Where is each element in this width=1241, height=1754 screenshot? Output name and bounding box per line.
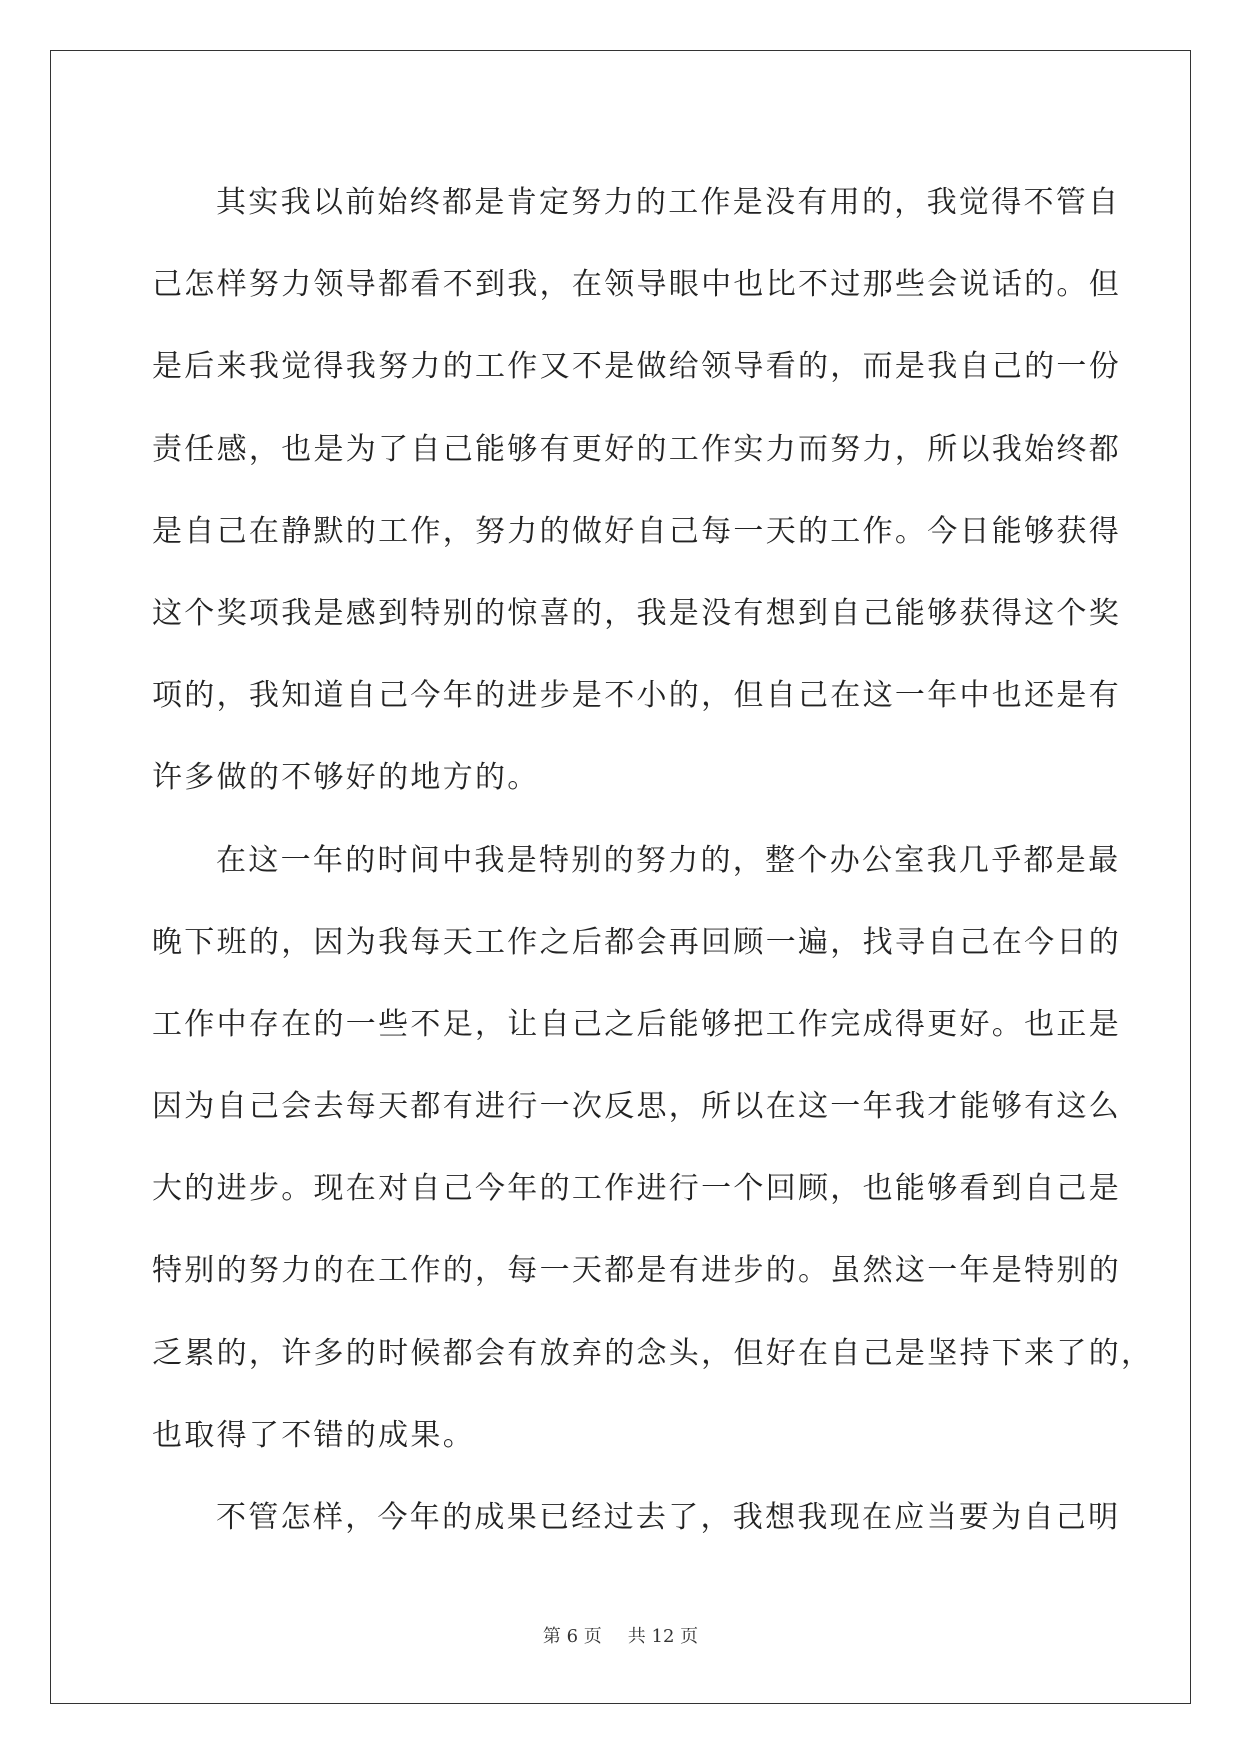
paragraph-line: 是自己在静默的工作，努力的做好自己每一天的工作。今日能够获得: [152, 513, 1121, 549]
document-body: [152, 162, 1154, 1559]
page-number: 第 6 页: [542, 1626, 602, 1647]
paragraph-line: 己怎样努力领导都看不到我，在领导眼中也比不过那些会说话的。但: [152, 267, 1121, 303]
paragraph-line: 特别的努力的在工作的，每一天都是有进步的。虽然这一年是特别的: [152, 1253, 1121, 1289]
paragraph-line: 其实我以前始终都是肯定努力的工作是没有用的，我觉得不管自: [216, 185, 1121, 220]
paragraph-line: 是后来我觉得我努力的工作又不是做给领导看的，而是我自己的一份: [152, 349, 1121, 385]
paragraph-line: 许多做的不够好的地方的。: [152, 760, 540, 796]
page-footer: [0, 1622, 1241, 1648]
paragraph-2: [152, 820, 1154, 1478]
paragraph-line: 晚下班的，因为我每天工作之后都会再回顾一遍，找寻自己在今日的: [152, 924, 1121, 960]
paragraph-line: 责任感，也是为了自己能够有更好的工作实力而努力，所以我始终都: [152, 431, 1121, 467]
paragraph-1: [152, 162, 1121, 820]
paragraph-line: 也取得了不错的成果。: [152, 1417, 475, 1453]
paragraph-line: 项的，我知道自己今年的进步是不小的，但自己在这一年中也还是有: [152, 678, 1121, 714]
paragraph-line: 因为自己会去每天都有进行一次反思，所以在这一年我才能够有这么: [152, 1089, 1121, 1125]
paragraph-line: 大的进步。现在对自己今年的工作进行一个回顾，也能够看到自己是: [152, 1171, 1121, 1207]
paragraph-line: 不管怎样，今年的成果已经过去了，我想我现在应当要为自己明: [216, 1500, 1121, 1535]
page-total: 共 12 页: [627, 1626, 699, 1647]
paragraph-line: 这个奖项我是感到特别的惊喜的，我是没有想到自己能够获得这个奖: [152, 595, 1121, 631]
paragraph-line: 乏累的，许多的时候都会有放弃的念头，但好在自己是坚持下来了的，: [152, 1335, 1154, 1371]
paragraph-line: 工作中存在的一些不足，让自己之后能够把工作完成得更好。也正是: [152, 1006, 1121, 1042]
paragraph-3: [152, 1477, 1121, 1559]
paragraph-line: 在这一年的时间中我是特别的努力的，整个办公室我几乎都是最: [216, 842, 1121, 878]
